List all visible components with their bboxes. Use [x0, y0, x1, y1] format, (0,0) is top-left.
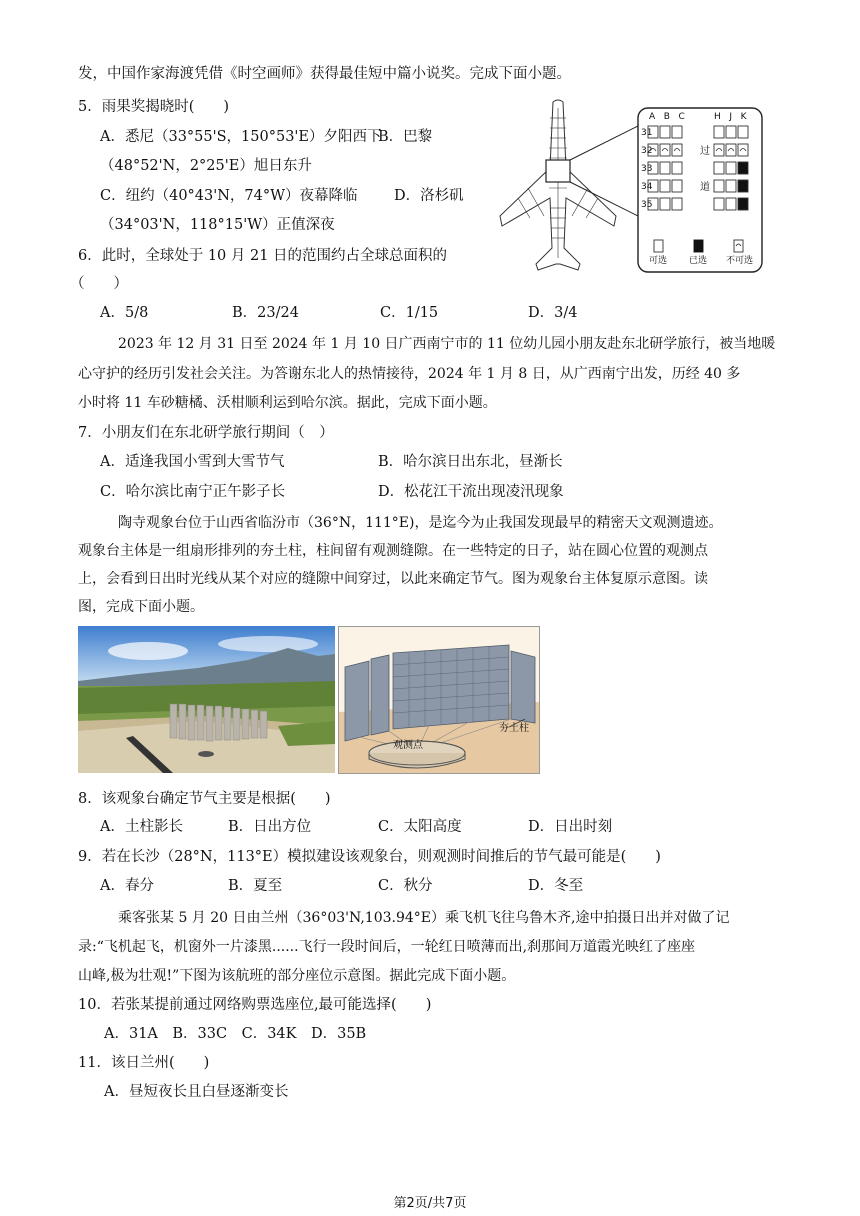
q6-option-c: C．1/15: [380, 305, 439, 321]
passage4-line1: 乘客张某 5 月 20 日由兰州（36°03'N,103.94°E）乘飞机飞往乌鲁木齐,途中拍摄日出并对做了记: [118, 910, 730, 926]
seat: [660, 162, 670, 174]
seat: [660, 144, 670, 156]
seat: [726, 126, 736, 138]
label-observation-point: 观测点: [393, 740, 423, 751]
passage4-line3: 山峰,极为壮观!”下图为该航班的部分座位示意图。据此完成下面小题。: [78, 968, 516, 984]
label-rammed-earth-pillar: 夯土柱: [499, 723, 529, 734]
q8-option-d: D．日出时刻: [528, 819, 613, 835]
q11-option-a: A．昼短夜长且白昼逐渐变长: [104, 1084, 289, 1100]
q9-option-b: B．夏至: [228, 878, 283, 894]
seat: [672, 162, 682, 174]
q5-option-c: C．纽约（40°43'N，74°W）夜幕降临: [100, 188, 358, 204]
seat: [738, 180, 748, 192]
q8-option-a: A．土柱影长: [100, 819, 183, 835]
q11-stem: 11．该日兰州( ): [78, 1055, 210, 1071]
q6-option-d: D．3/4: [528, 305, 578, 321]
seat: [738, 126, 748, 138]
q5-option-d: D．洛杉矶: [394, 188, 464, 204]
q9-option-a: A．春分: [100, 878, 154, 894]
passage3-line4: 图，完成下面小题。: [78, 599, 204, 615]
row-label-35: 35: [641, 200, 653, 210]
seat: [726, 198, 736, 210]
q10-stem: 10．若张某提前通过网络购票选座位,最可能选择( ): [78, 997, 432, 1013]
seat: [738, 162, 748, 174]
q9-option-c: C．秋分: [378, 878, 433, 894]
q6-stem: 6．此时，全球处于 10 月 21 日的范围约占全球总面积的: [78, 248, 448, 264]
seat: [660, 198, 670, 210]
seat: [726, 144, 736, 156]
q7-option-c: C．哈尔滨比南宁正午影子长: [100, 484, 286, 500]
q7-option-b: B．哈尔滨日出东北，昼渐长: [378, 454, 563, 470]
passage3-line2: 观象台主体是一组扇形排列的夯土柱，柱间留有观测缝隙。在一些特定的日子，站在圆心位置的观测点: [78, 543, 708, 559]
airplane-seat-figure: [498, 98, 770, 276]
q8-stem: 8．该观象台确定节气主要是根据( ): [78, 791, 331, 807]
passage2-line2: 心守护的经历引发社会关注。为答谢东北人的热情接待，2024 年 1 月 8 日，从广西南宁出发，历经 40 多: [78, 366, 741, 382]
seat: [672, 180, 682, 192]
row-label-34: 34: [641, 182, 653, 192]
seat: [660, 180, 670, 192]
aisle-label-2: 道: [700, 182, 710, 193]
col-label-a: A: [649, 112, 656, 122]
row-label-31: 31: [641, 128, 653, 138]
row-label-33: 33: [641, 164, 653, 174]
col-label-b: B: [663, 112, 670, 122]
page-footer: 第2页/共7页: [393, 1196, 467, 1211]
passage3-line1: 陶寺观象台位于山西省临汾市（36°N，111°E)，是迄今为止我国发现最早的精密天文观测遗迹。: [118, 515, 723, 531]
observatory-reconstruction-diagram: [338, 626, 540, 774]
seat: [714, 126, 724, 138]
row-label-32: 32: [641, 146, 653, 156]
seat: [726, 180, 736, 192]
q9-option-d: D．冬至: [528, 878, 584, 894]
col-label-h: H: [714, 112, 721, 122]
q8-option-c: C．太阳高度: [378, 819, 462, 835]
seat: [672, 198, 682, 210]
q5-option-a: A．悉尼（33°55'S，150°53'E）夕阳西下: [100, 129, 382, 145]
col-label-k: K: [740, 112, 747, 122]
seat: [672, 144, 682, 156]
intro-line: 发，中国作家海渡凭借《时空画师》获得最佳短中篇小说奖。完成下面小题。: [78, 66, 571, 82]
q5-option-d-coords: （34°03'N，118°15'W）正值深夜: [100, 217, 335, 233]
passage2-line1: 2023 年 12 月 31 日至 2024 年 1 月 10 日广西南宁市的 11 位幼儿园小朋友赴东北研学旅行，被当地暖: [118, 336, 776, 352]
seat: [714, 180, 724, 192]
passage3-line3: 上，会看到日出时光线从某个对应的缝隙中间穿过，以此来确定节气。图为观象台主体复原示意图。读: [78, 571, 708, 587]
q10-options: A．31A B．33C C．34K D．35B: [104, 1026, 367, 1042]
q8-option-b: B．日出方位: [228, 819, 312, 835]
seat: [738, 198, 748, 210]
seat: [672, 126, 682, 138]
passage2-line3: 小时将 11 车砂糖橘、沃柑顺利运到哈尔滨。据此，完成下面小题。: [78, 395, 497, 411]
q9-stem: 9．若在长沙（28°N，113°E）模拟建设该观象台，则观测时间推后的节气最可能是( ): [78, 849, 661, 865]
col-label-j: J: [729, 112, 733, 122]
q6-option-a: A．5/8: [100, 305, 149, 321]
q7-option-d: D．松花江干流出现凌汛现象: [378, 484, 564, 500]
legend-taken: 已选: [689, 256, 708, 266]
q5-option-b-coords: （48°52'N，2°25'E）旭日东升: [100, 158, 312, 174]
passage4-line2: 录:“飞机起飞，机窗外一片漆黑......飞行一段时间后，一轮红日喷薄而出,刹那间万道霞光映红了座座: [78, 939, 696, 955]
q7-option-a: A．适逢我国小雪到大雪节气: [100, 454, 285, 470]
legend-available: 可选: [649, 256, 668, 266]
seat: [714, 162, 724, 174]
aisle-label-1: 过: [700, 146, 710, 157]
seat: [660, 126, 670, 138]
seat: [726, 162, 736, 174]
q5-option-b: B．巴黎: [378, 129, 433, 145]
seat: [714, 198, 724, 210]
legend-unavailable: 不可选: [726, 256, 754, 266]
seat: [738, 144, 748, 156]
observatory-photo: [78, 626, 335, 773]
q5-stem: 5．雨果奖揭晓时( ): [78, 99, 230, 115]
q6-paren: （ ）: [70, 276, 128, 292]
q6-option-b: B．23/24: [232, 305, 299, 321]
seat: [714, 144, 724, 156]
q7-stem: 7．小朋友们在东北研学旅行期间（ ）: [78, 425, 334, 441]
col-label-c: C: [678, 112, 685, 122]
